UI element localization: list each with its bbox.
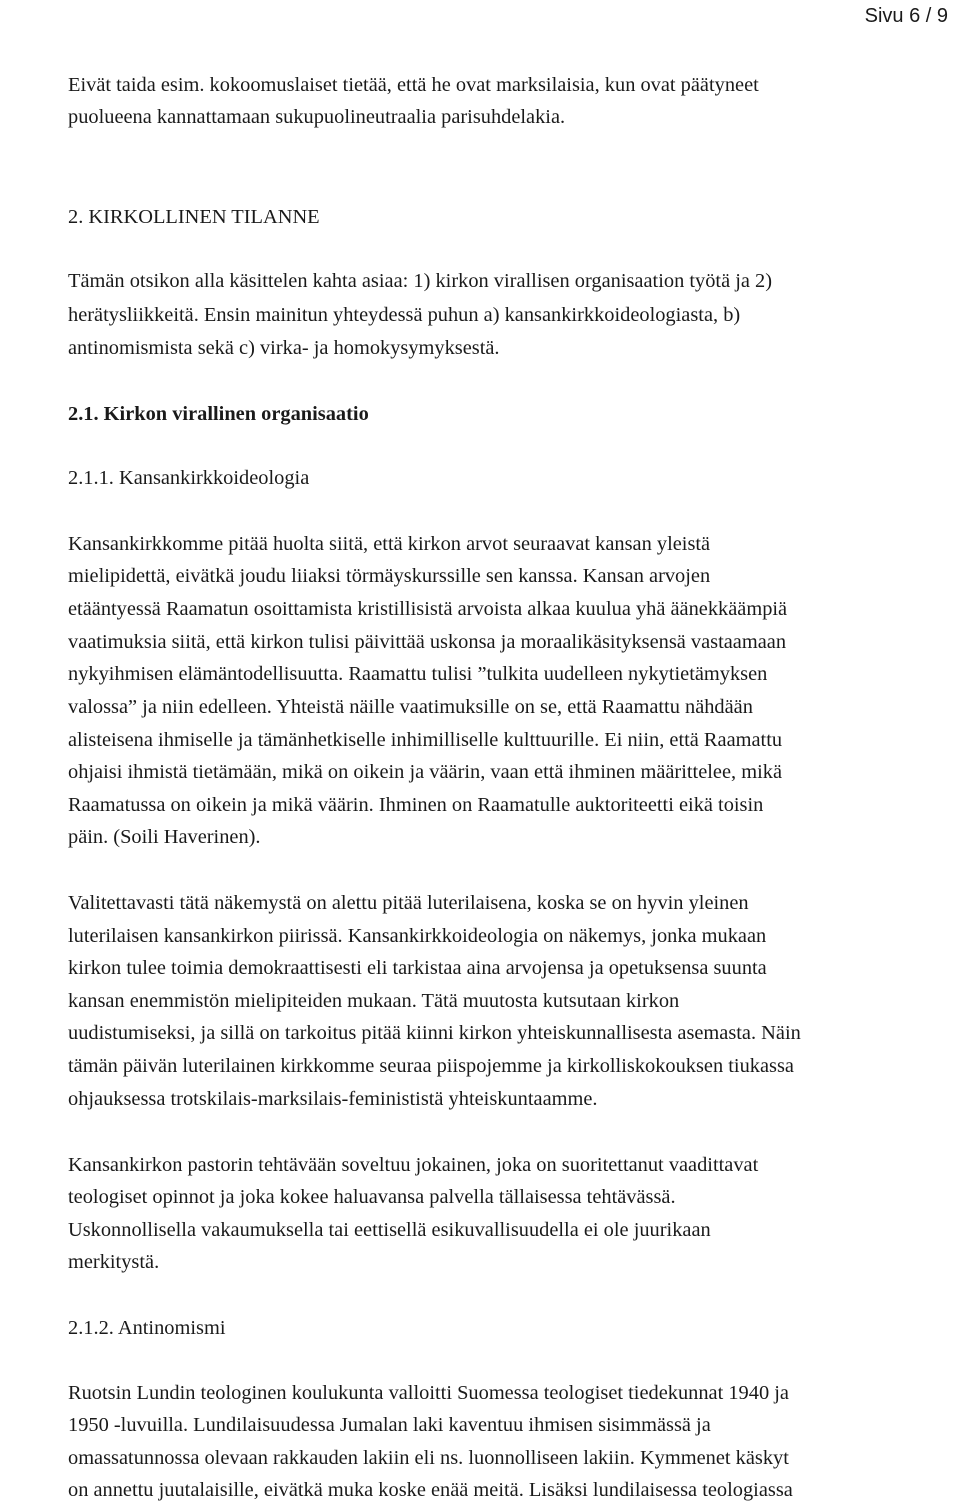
section-2-1-1-heading: 2.1.1. Kansankirkkoideologia — [68, 467, 310, 489]
para-3-line-2: teologiset opinnot ja joka kokee haluavansa palvella tällaisessa tehtävässä. — [68, 1186, 676, 1208]
para-1-line-7: alisteisena ihmiselle ja tämänhetkiselle inhimilliselle kulttuurille. Ei niin, että Raamattu — [68, 729, 783, 751]
para-1-line-1: Kansankirkkomme pitää huolta siitä, että kirkon arvot seuraavat kansan yleistä — [68, 533, 711, 555]
para-3-line-4: merkitystä. — [68, 1251, 160, 1273]
para-2-line-3: kirkon tulee toimia demokraattisesti eli tarkistaa aina arvojensa ja opetuksensa suunta — [68, 957, 767, 979]
para-3-line-3: Uskonnollisella vakaumuksella tai eettisellä esikuvallisuudella ei ole juurikaan — [68, 1219, 711, 1241]
page-number: Sivu 6 / 9 — [864, 5, 948, 27]
section-2-line-3: antinomismista sekä c) virka- ja homokysymyksestä. — [68, 337, 500, 359]
section-2-1-heading: 2.1. Kirkon virallinen organisaatio — [68, 403, 369, 425]
para-2-line-5: uudistumiseksi, ja sillä on tarkoitus pitää kiinni kirkon yhteiskunnallisesta asemasta. Näin — [68, 1022, 801, 1044]
para-1-line-4: vaatimuksia siitä, että kirkon tulisi päivittää uskonsa ja moraalikäsityksensä vastaamaan — [68, 631, 787, 653]
para-1-line-6: valossa” ja niin edelleen. Yhteistä näille vaatimuksille on se, että Raamattu nähdään — [68, 696, 753, 718]
para-1-line-3: etääntyessä Raamatun osoittamista kristillisistä arvoista alkaa kuulua yhä äänekkäämpiä — [68, 598, 788, 620]
section-2-line-1: Tämän otsikon alla käsittelen kahta asiaa: 1) kirkon virallisen organisaation työtä ja 2) — [68, 270, 773, 292]
para-1-line-5: nykyihmisen elämäntodellisuutta. Raamattu tulisi ”tulkita uudelleen nykytietämyksen — [68, 663, 768, 685]
para-2-line-6: tämän päivän luterilainen kirkkomme seuraa piispojemme ja kirkolliskokouksen tiukassa — [68, 1055, 794, 1077]
para-1-line-9: Raamatussa on oikein ja mikä väärin. Ihminen on Raamatulle auktoriteetti eikä toisin — [68, 794, 764, 816]
para-4-line-3: omassatunnossa olevaan rakkauden lakiin eli ns. luonnolliseen lakiin. Kymmenet käskyt — [68, 1447, 789, 1469]
para-2-line-2: luterilaisen kansankirkon piirissä. Kansankirkkoideologia on näkemys, jonka mukaan — [68, 925, 767, 947]
intro-line-1: Eivät taida esim. kokoomuslaiset tietää, että he ovat marksilaisia, kun ovat päätyneet — [68, 74, 759, 96]
para-1-line-2: mielipidettä, eivätkä joudu liiaksi törmäyskurssille sen kanssa. Kansan arvojen — [68, 565, 711, 587]
para-3-line-1: Kansankirkon pastorin tehtävään soveltuu jokainen, joka on suoritettanut vaadittavat — [68, 1154, 759, 1176]
para-1-line-8: ohjaisi ihmistä tietämään, mikä on oikein ja väärin, vaan että ihminen määrittelee, mikä — [68, 761, 783, 783]
para-1-line-10: päin. (Soili Haverinen). — [68, 826, 261, 848]
section-2-line-2: herätysliikkeitä. Ensin mainitun yhteydessä puhun a) kansankirkkoideologiasta, b) — [68, 304, 741, 326]
intro-line-2: puolueena kannattamaan sukupuolineutraalia parisuhdelakia. — [68, 106, 566, 128]
para-2-line-1: Valitettavasti tätä näkemystä on alettu pitää luterilaisena, koska se on hyvin yleinen — [68, 892, 749, 914]
para-2-line-4: kansan enemmistön mielipiteiden mukaan. Tätä muutosta kutsutaan kirkon — [68, 990, 680, 1012]
section-2-1-2-heading: 2.1.2. Antinomismi — [68, 1317, 226, 1339]
para-4-line-2: 1950 -luvuilla. Lundilaisuudessa Jumalan laki kaventuu ihmisen sisimmässä ja — [68, 1414, 711, 1436]
para-4-line-4: on annettu juutalaisille, eivätkä muka koske enää meitä. Lisäksi lundilaisessa teologiassa — [68, 1479, 793, 1501]
para-4-line-1: Ruotsin Lundin teologinen koulukunta valloitti Suomessa teologiset tiedekunnat 1940 ja — [68, 1382, 789, 1404]
section-2-heading: 2. KIRKOLLINEN TILANNE — [68, 206, 320, 228]
para-2-line-7: ohjauksessa trotskilais-marksilais-feminististä yhteiskuntaamme. — [68, 1088, 598, 1110]
